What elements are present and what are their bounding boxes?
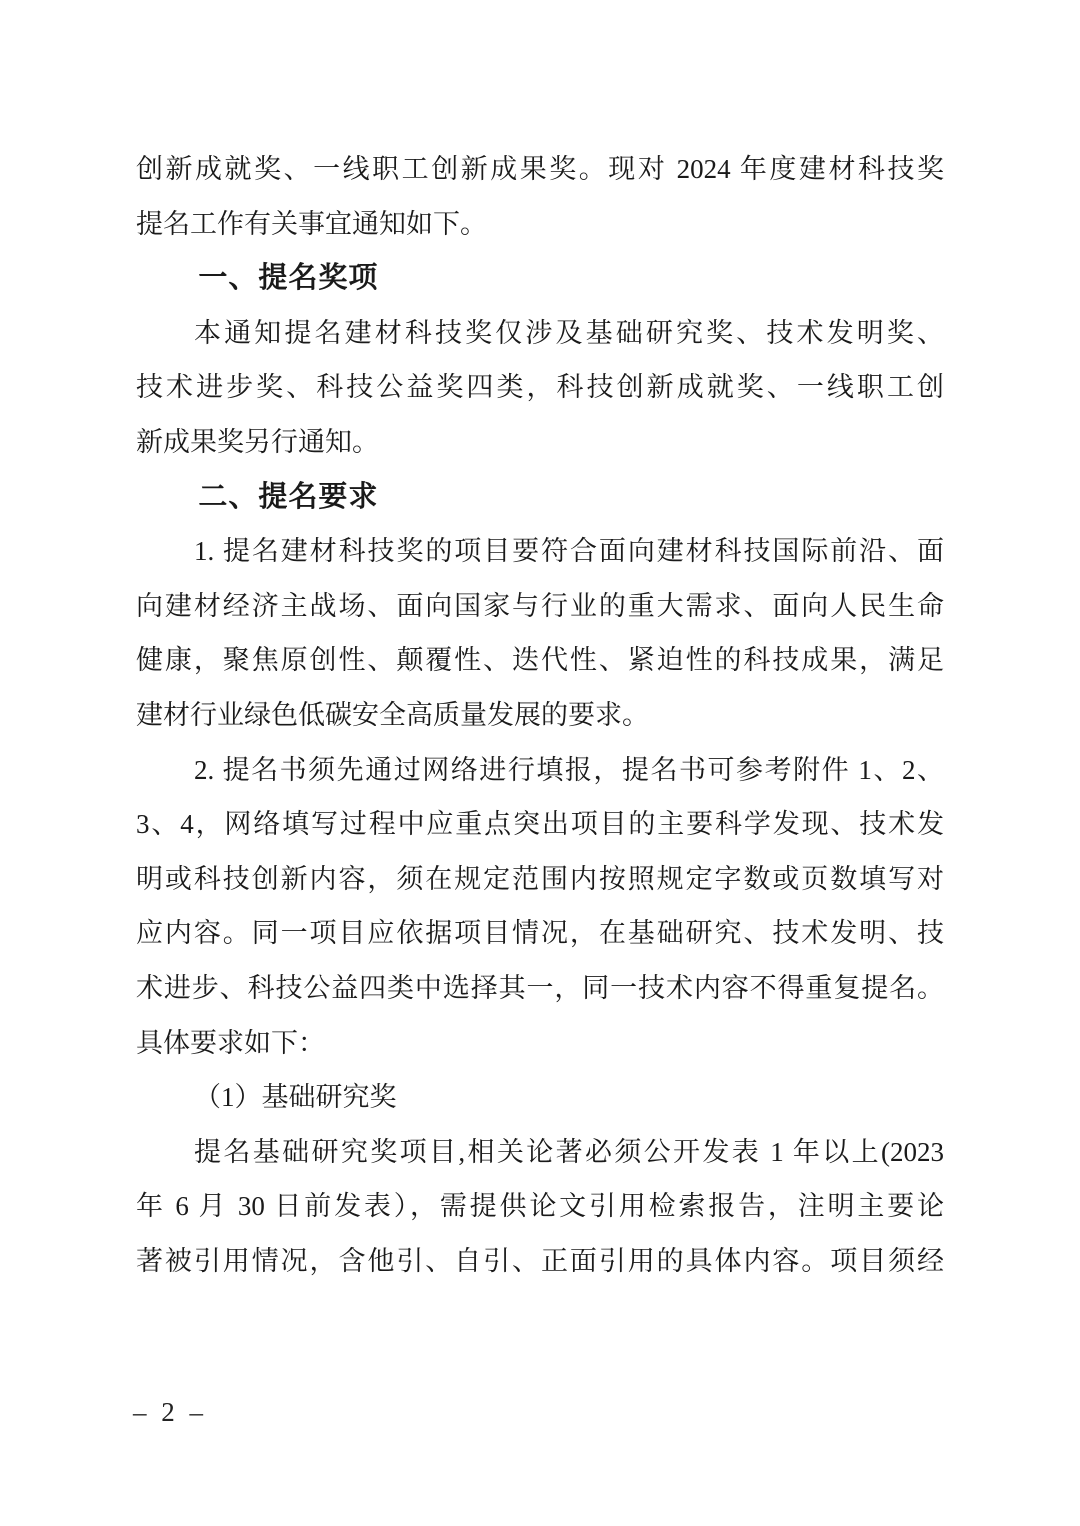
text-line: 2. 提名书须先通过网络进行填报，提名书可参考附件 1、2、 <box>194 754 944 785</box>
text-line: 3、4，网络填写过程中应重点突出项目的主要科学发现、技术发 <box>136 809 944 840</box>
text-line: 技术进步奖、科技公益奖四类，科技创新成就奖、一线职工创 <box>136 372 944 403</box>
text-line: 健康，聚焦原创性、颠覆性、迭代性、紧迫性的科技成果，满足 <box>136 645 944 676</box>
section-heading: 一、提名奖项 <box>198 262 379 295</box>
text-line: 应内容。同一项目应依据项目情况，在基础研究、技术发明、技 <box>136 918 944 949</box>
document-body <box>136 142 944 1288</box>
text-line: 向建材经济主战场、面向国家与行业的重大需求、面向人民生命 <box>136 590 944 621</box>
text-line: 1. 提名建材科技奖的项目要符合面向建材科技国际前沿、面 <box>194 536 944 567</box>
page-number: – 2 – <box>133 1397 207 1427</box>
text-line: 提名工作有关事宜通知如下。 <box>136 208 487 239</box>
text-line: 著被引用情况，含他引、自引、正面引用的具体内容。项目须经 <box>136 1245 944 1276</box>
text-line: 创新成就奖、一线职工创新成果奖。现对 2024 年度建材科技奖 <box>136 154 944 184</box>
text-line: 术进步、科技公益四类中选择其一，同一技术内容不得重复提名。 <box>136 972 944 1003</box>
text-line: 建材行业绿色低碳安全高质量发展的要求。 <box>136 699 649 730</box>
section-heading: 二、提名要求 <box>198 480 379 513</box>
text-line: 明或科技创新内容，须在规定范围内按照规定字数或页数填写对 <box>136 863 944 894</box>
text-line: 本通知提名建材科技奖仅涉及基础研究奖、技术发明奖、 <box>194 317 944 348</box>
text-line: 具体要求如下： <box>136 1027 325 1058</box>
text-line: （1）基础研究奖 <box>194 1082 397 1113</box>
text-line: 提名基础研究奖项目,相关论著必须公开发表 1 年以上(2023 <box>194 1136 944 1167</box>
text-line: 年 6 月 30 日前发表），需提供论文引用检索报告，注明主要论 <box>136 1191 944 1222</box>
text-line: 新成果奖另行通知。 <box>136 426 379 457</box>
